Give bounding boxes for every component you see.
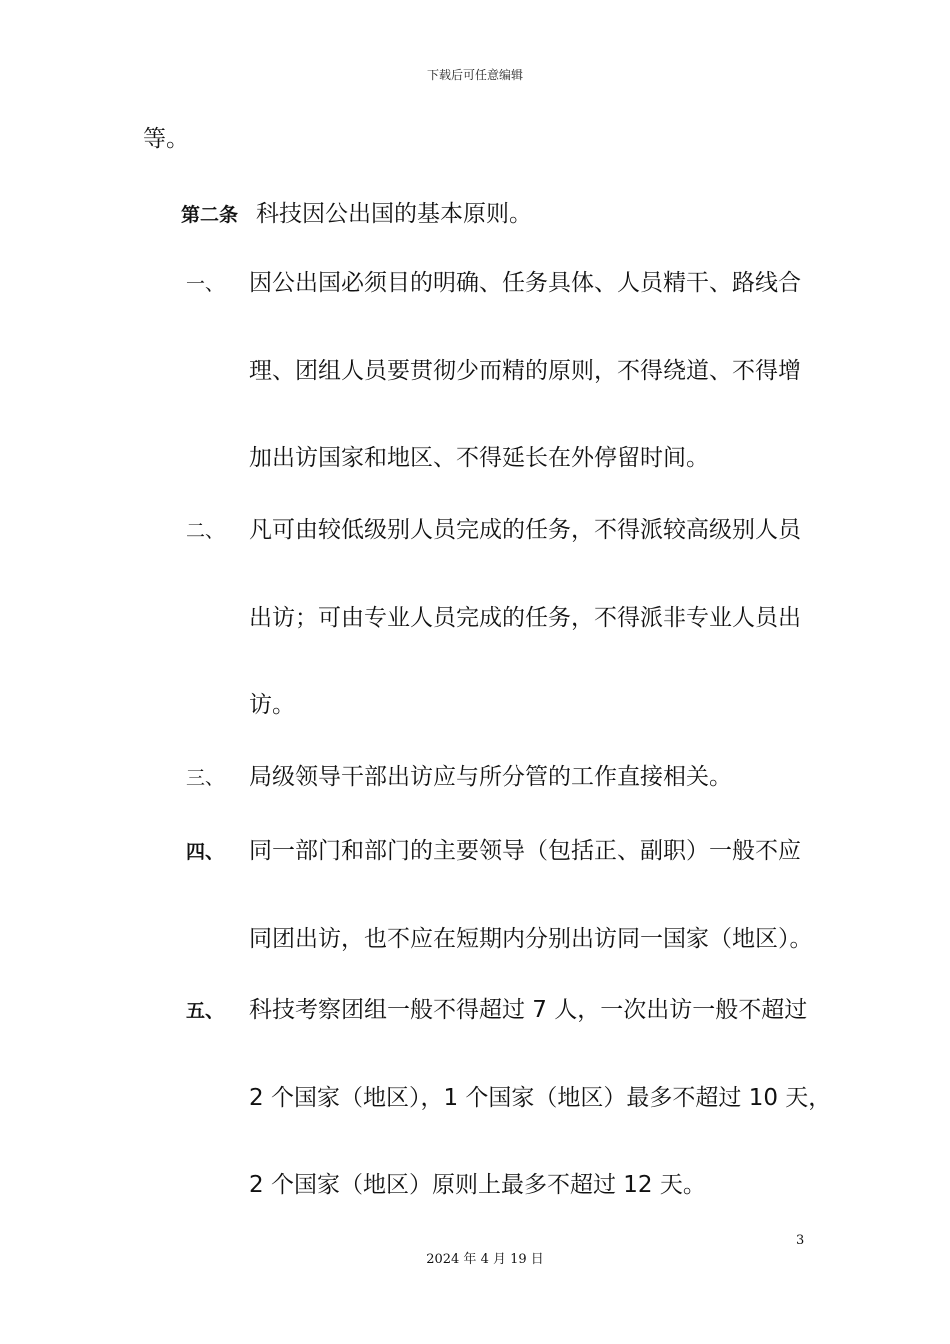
item-1-line-1: 因公出国必须目的明确、任务具体、人员精干、路线合 [249,270,801,296]
item-marker-4: 四、 [186,841,225,863]
article-heading [181,199,532,230]
item-5-line-2: 2 个国家（地区），1 个国家（地区）最多不超过 10 天， [249,1085,832,1111]
item-marker-1: 一、 [186,273,225,295]
continuation-text: 等。 [143,126,189,152]
footer-date: 2024 年 4 月 19 日 [426,1252,544,1267]
item-2-line-1: 凡可由较低级别人员完成的任务，不得派较高级别人员 [249,517,801,543]
item-3-line-1: 局级领导干部出访应与所分管的工作直接相关。 [249,764,732,790]
item-2-line-2: 出访；可由专业人员完成的任务，不得派非专业人员出 [249,605,801,631]
item-5-line-1: 科技考察团组一般不得超过 7 人，一次出访一般不超过 [249,997,808,1023]
item-marker-2: 二、 [186,520,225,542]
item-1-line-3: 加出访国家和地区、不得延长在外停留时间。 [249,445,709,471]
item-marker-5: 五、 [186,1000,225,1022]
article-label: 第二条 [181,204,239,226]
page-header: 下载后可任意编辑 [426,68,523,82]
item-4-line-2: 同团出访，也不应在短期内分别出访同一国家（地区）。 [249,926,813,952]
article-title: 科技因公出国的基本原则。 [256,201,533,227]
item-1-line-2: 理、团组人员要贯彻少而精的原则，不得绕道、不得增 [249,358,801,384]
page-number: 3 [796,1233,805,1248]
item-5-line-3: 2 个国家（地区）原则上最多不超过 12 天。 [249,1172,706,1198]
item-4-line-1: 同一部门和部门的主要领导（包括正、副职）一般不应 [249,838,801,864]
item-marker-3: 三、 [186,767,225,789]
item-2-line-3: 访。 [249,692,295,718]
